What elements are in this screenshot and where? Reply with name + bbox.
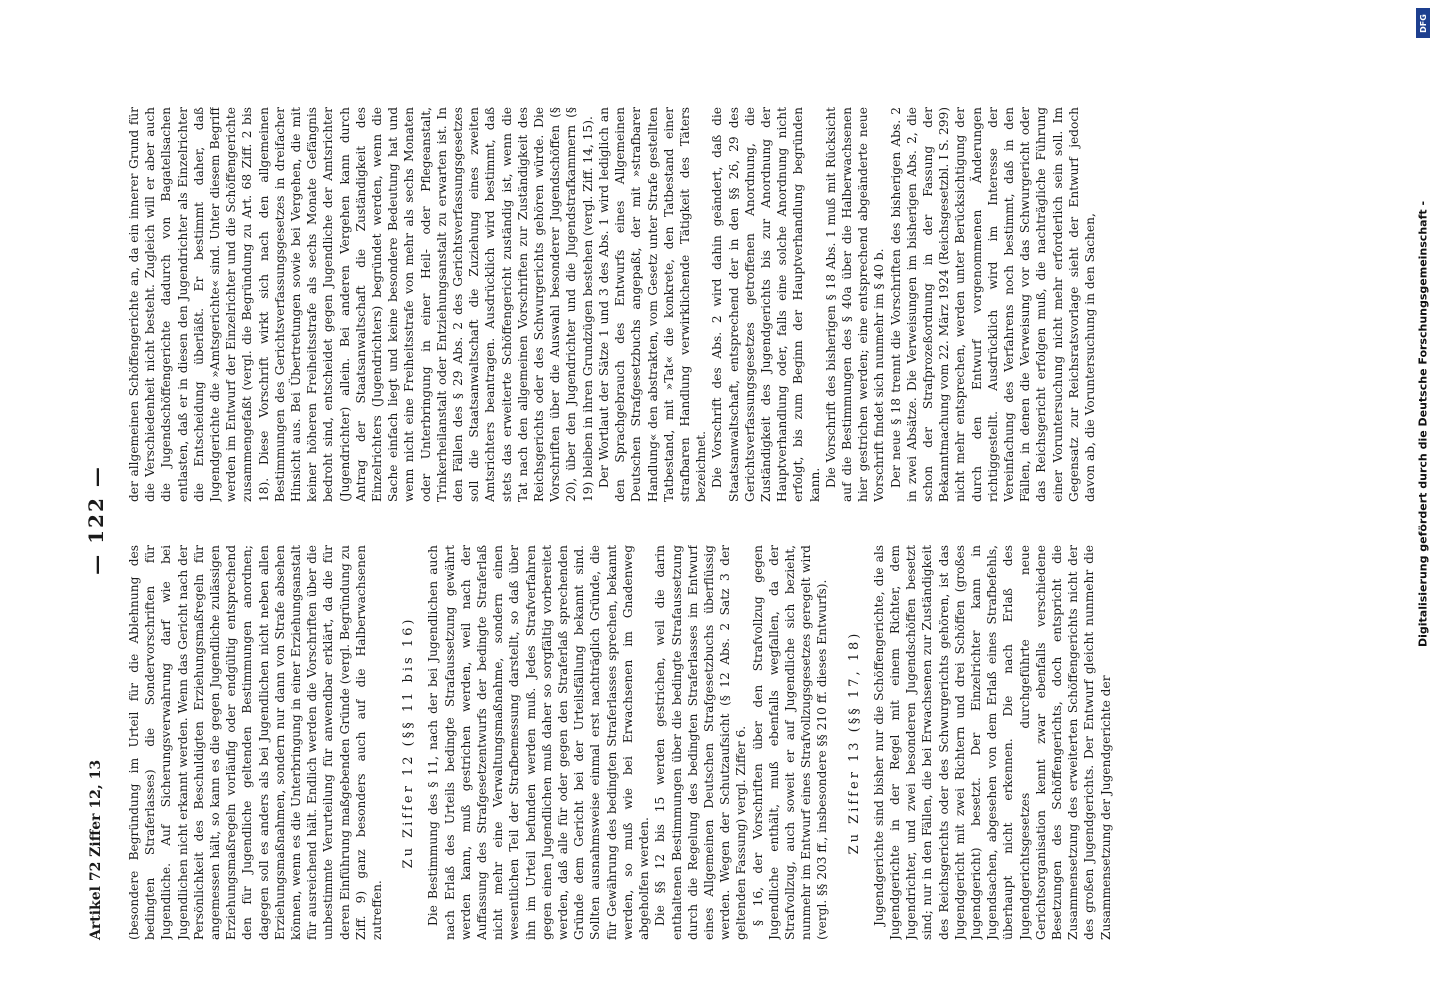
paragraph: Der neue § 18 trennt die Vorschriften des bisherigen Abs. 2 in zwei Absätze. Die Verweisungen im bisherigen Abs. 2, die schon der Strafprozeßordnung in der Fassung der Bekanntmachung vom 22. März 1924 (Reichsgesetzbl. I S. 299) nicht mehr entsprechen, werden unter Berücksichtigung der durch den Entwurf vorgenommenen Änderungen richtiggestellt. Ausdrücklich wird im Interesse der Vereinfachung des Verfahrens noch bestimmt, daß in den Fällen, in denen die Verweisung vor das Schwurgericht oder das Reichsgericht erfolgen muß, die nachträgliche Führung einer Voruntersuchung nicht mehr erforderlich sein soll. Im Gegensatz zur Reichsratsvorlage sieht der Entwurf jedoch davon ab, die Voruntersuchung in den Sachen, <box>888 107 1097 502</box>
paragraph: § 16, der Vorschriften über den Strafvollzug gegen Jugendliche enthält, muß ebenfalls wegfallen, da der Strafvollzug, auch soweit er auf Jugendliche sich bezieht, nunmehr im Entwurf eines Strafvollzugsgesetzes geregelt wird (vergl. §§ 203 ff., insbesondere §§ 210 ff. dieses Entwurfs). <box>750 545 830 940</box>
page-header <box>84 100 118 940</box>
section-heading: Zu Ziffer 12 (§§ 11 bis 16) <box>401 616 417 869</box>
paragraph: Der Wortlaut der Sätze 1 und 3 des Abs. 1 wird lediglich an den Sprachgebrauch des Entwurfs eines Allgemeinen Deutschen Strafgesetzbuchs angepaßt, der mit »strafbarer Handlung« den abstrakten, vom Gesetz unter Strafe gestellten Tatbestand, mit »Tat« die konkrete, den Tatbestand einer strafbaren Handlung verwirklichende Tätigkeit des Täters bezeichnet. <box>596 107 709 502</box>
document-page <box>84 100 1304 940</box>
paragraph: Jugendgerichte sind bisher nur die Schöffengerichte, die als Jugendgerichte in der Regel mit einem Richter, dem Jugendrichter, und zwei besonderen Jugendschöffen besetzt sind; nur in den Fällen, die bei Erwachsenen zur Zuständigkeit des Reichsgerichts oder des Schwurgerichts gehören, ist das Jugendgericht mit zwei Richtern und drei Schöffen (großes Jugendgericht) besetzt. Der Einzelrichter kann in Jugendsachen, abgesehen von dem Erlaß eines Strafbefehls, überhaupt nicht erkennen. Die nach Erlaß des Jugendgerichtsgesetzes durchgeführte neue Gerichtsorganisation kennt zwar ebenfalls verschiedene Besetzungen des Schöffengerichts, doch entspricht die Zusammensetzung des erweiterten Schöffengerichts nicht der des großen Jugendgerichts. Der Entwurf gleicht nunmehr die Zusammensetzung der Jugendgerichte der <box>871 545 1113 940</box>
section-heading: Zu Ziffer 13 (§§ 17, 18) <box>846 630 862 855</box>
paragraph: Die Vorschrift des Abs. 2 wird dahin geändert, daß die Staatsanwaltschaft, entsprechend der in den §§ 26, 29 des Gerichtsverfassungsgesetzes getroffenen Anordnung, die Zuständigkeit des Jugendgerichts bis zur Anordnung der Hauptverhandlung oder, falls eine solche Anordnung nicht erfolgt, bis zum Beginn der Hauptverhandlung begründen kann. <box>710 107 822 502</box>
digitization-credit: Digitalisierung gefördert durch die Deutsche Forschungsgemeinschaft - <box>1416 200 1430 648</box>
left-column <box>126 545 1296 940</box>
page-number: — 122 — <box>84 465 108 575</box>
paragraph: Die §§ 12 bis 15 werden gestrichen, weil die darin enthaltenen Bestimmungen über die bedingte Strafaussetzung durch die Regelung des bedingten Straferlasses im Entwurf eines Allgemeinen Deutschen Strafgesetzbuchs überflüssig werden. Wegen der Schutzaufsicht (§ 12 Abs. 2 Satz 3 der geltenden Fassung) vergl. Ziffer 6. <box>653 545 749 940</box>
paragraph: der allgemeinen Schöffengerichte an, da ein innerer Grund für die Verschiedenheit nicht besteht. Zugleich will er aber auch die Jugendschöffengerichte dadurch von Bagatellsachen entlasten, daß er in diesen den Jugendrichter als Einzelrichter die Entscheidung überläßt. Er bestimmt daher, daß Jugendgerichte die »Amtsgerichte« sind. Unter diesem Begriff werden im Entwurf der Einzelrichter und die Schöffengerichte zusammengefaßt (vergl. die Begründung zu Art. 68 Ziff. 2 bis 18). Diese Vorschrift wirkt sich nach den allgemeinen Bestimmungen des Gerichtsverfassungsgesetzes in dreifacher Hinsicht aus. Bei Übertretungen sowie bei Vergehen, die mit keiner höheren Freiheitsstrafe als sechs Monate Gefängnis bedroht sind, entscheidet gegen Jugendliche der Amtsrichter (Jugendrichter) allein. Bei anderen Vergehen kann durch Antrag der Staatsanwaltschaft die Zuständigkeit des Einzelrichters (Jugendrichters) begründet werden, wenn die Sache einfach liegt und keine besondere Bedeutung hat und wenn nicht eine Freiheitsstrafe von mehr als sechs Monaten oder Unterbringung in einer Heil- oder Pflegeanstalt, Trinkerheilanstalt oder Entziehungsanstalt zu erwarten ist. In den Fällen des § 29 Abs. 2 des Gerichtsverfassungsgesetzes soll die Staatsanwaltschaft die Zuziehung eines zweiten Amtsrichters beantragen. Ausdrücklich wird bestimmt, daß stets das erweiterte Schöffengericht zuständig ist, wenn die Tat nach den allgemeinen Vorschriften zur Zuständigkeit des Reichsgerichts oder des Schwurgerichts gehören würde. Die Vorschriften über die Auswahl besonderer Jugendschöffen (§ 20), über den Jugendrichter und die Jugendstrafkammern (§ 19) bleiben in ihren Grundzügen bestehen (vergl. Ziff. 14, 15). <box>127 107 595 502</box>
paragraph: Die Bestimmung des § 11, nach der bei Jugendlichen auch nach Erlaß des Urteils bedingte Strafaussetzung gewährt werden kann, muß gestrichen werden, weil nach der Auffassung des Strafgesetzentwurfs der bedingte Straferlaß nicht mehr eine Verwaltungsmaßnahme, sondern einen wesentlichen Teil der Strafbemessung darstellt, so daß über ihn im Urteil befunden werden muß. Jedes Strafverfahren gegen einen Jugendlichen muß daher so sorgfältig vorbereitet werden, daß alle für oder gegen den Straferlaß sprechenden Gründe dem Gericht bei der Urteilsfällung bekannt sind. Sollten ausnahmsweise einmal erst nachträglich Gründe, die für Gewährung des bedingten Straferlasses sprechen, bekannt werden, so muß wie bei Erwachsenen im Gnadenweg abgeholfen werden. <box>426 545 652 940</box>
paragraph: Die Vorschrift des bisherigen § 18 Abs. 1 muß mit Rücksicht auf die Bestimmungen des § 40a über die Halberwachsenen hier gestrichen werden; eine entsprechend abgeänderte neue Vorschrift findet sich nunmehr im § 40 b. <box>823 107 887 502</box>
paragraph: (besondere Begründung im Urteil für die Ablehnung des bedingten Straferlasses) die Sondervorschriften für Jugendliche. Auf Sicherungsverwahrung darf wie bei Jugendlichen nicht erkannt werden. Wenn das Gericht nach der Persönlichkeit des Beschuldigten Erziehungsmaßregeln für angemessen hält, so kann es die gegen Jugendliche zulässigen Erziehungsmaßregeln vorläufig oder endgültig entsprechend den für Jugendliche geltenden Bestimmungen anordnen; dagegen soll es anders als bei Jugendlichen nicht neben allen Erziehungsmaßnahmen, sondern nur dann von Strafe absehen können, wenn es die Unterbringung in einer Erziehungsanstalt für ausreichend hält. Endlich werden die Vorschriften über die unbestimmte Verurteilung für anwendbar erklärt, da die für deren Einführung maßgebenden Gründe (vergl. Begründung zu Ziff. 9) ganz besonders auch auf die Halberwachsenen zutreffen. <box>127 545 385 940</box>
dfg-logo-text: DFG <box>1418 13 1428 33</box>
right-column <box>126 107 1296 502</box>
running-head: Artikel 72 Ziffer 12, 13 <box>88 759 104 940</box>
